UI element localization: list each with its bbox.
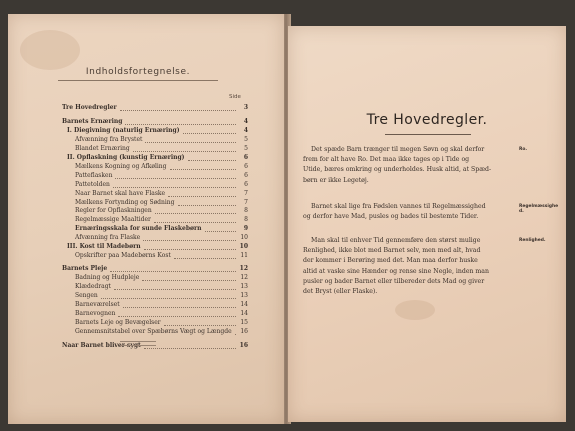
page-title: Tre Hovedregler. [366,112,488,128]
toc-entry-text: Mælkens Kogning og Afkøling [75,162,167,170]
paragraph-line: Utide, bæres omkring og underholdes. Husk altid, at Spæd- [303,166,492,174]
toc-entry [62,265,248,274]
toc-entry-page: 11 [240,252,248,260]
toc-leader-dots [113,187,236,188]
toc-entry-page: 13 [240,292,248,299]
toc-leader-dots [118,316,236,317]
toc-entry-text: I. Diegivning (naturlig Ernæring) [67,126,180,134]
toc-entry [62,342,248,351]
toc-entry [75,292,248,301]
paper-stain [20,30,80,70]
toc-leader-dots [174,258,236,259]
toc-leader-dots [164,325,236,326]
decorative-rule [120,341,156,342]
toc-entry-text: Naar Barnet skal have Flaske [75,189,166,197]
toc-entry-page: 16 [239,341,248,349]
toc-entry-text: Barneværelset [75,300,120,308]
toc-entry-page: 12 [239,265,248,273]
toc-entry-page: 6 [244,171,248,179]
toc-leader-dots [142,280,236,281]
paragraph-line: det Bryst (eller Flaske). [303,288,378,296]
toc-entry [75,310,248,319]
toc-leader-dots [101,298,236,299]
toc-entry [75,181,248,190]
paragraph-line: Man skal til enhver Tid gennemføre den størst mulige [311,237,481,244]
toc-entry-page: 8 [244,207,248,215]
toc-entry [67,243,248,252]
toc-leader-dots [144,348,236,349]
toc-entry [75,234,248,243]
toc-leader-dots [110,271,236,272]
rule-paragraph [303,236,513,297]
toc-entry-text: Mælkens Fortynding og Sødning [75,198,175,206]
rule-paragraph [303,145,513,186]
toc-entry-text: III. Kost til Madebørn [67,243,141,251]
toc-leader-dots [144,249,236,250]
toc-leader-dots [170,169,236,170]
toc-entry-page: 14 [240,309,248,317]
toc-leader-dots [205,231,236,232]
toc-entry-text: Barnevognen [75,309,116,317]
toc-entry-page: 13 [240,283,248,291]
toc-entry-text: Barnets Pleje [62,265,108,273]
toc-entry [75,319,248,328]
toc-entry [75,216,248,225]
toc-entry [75,207,248,216]
toc-entry [75,190,248,199]
paragraph-line: Renlighed, ikke blot med Barnet selv, men med alt, hvad [303,247,481,255]
paragraph-line: der kommer i Berøring med det. Man maa derfor huske [303,257,478,265]
toc-entry [75,172,248,181]
toc-leader-dots [183,133,236,134]
toc-entry [62,118,248,127]
toc-entry-text: Ernæringsskala for sunde Flaskebørn [75,225,202,233]
toc-entry-page: 7 [244,198,248,206]
toc-entry [75,145,248,154]
toc-entry-text: Patteflasken [75,171,113,179]
toc-entry-text: Barnets Leje og Bevægelser [75,318,161,326]
toc-entry-text: Tre Hovedregler [62,104,117,111]
toc-entry-text: Sengen [75,292,98,299]
toc-leader-dots [145,142,236,143]
paragraph-line: Barnet skal lige fra Fødslen vannes til Regelmæssighed [311,203,486,210]
toc-entry [75,199,248,208]
toc-entry-page: 4 [243,117,248,125]
toc-entry-page: 15 [240,318,248,326]
toc-entry-page: 12 [240,274,248,282]
toc-entry-page: 7 [244,189,248,197]
toc-entry-page: 8 [244,216,248,224]
toc-entry-text: Badning og Hudpleje [75,274,140,282]
toc-entry [75,136,248,145]
toc-entry-text: Afvænning fra Brystet [75,135,143,143]
title-rule [385,134,471,135]
toc-leader-dots [235,334,236,335]
toc-leader-dots [154,222,236,223]
paragraph-line: børn er ikke Legetøj. [303,176,369,184]
paragraph-line: altid at vaske sine Hænder og rense sine Negle, inden man [303,267,489,275]
toc-entry [75,328,248,337]
decorative-rule [120,345,156,346]
toc-entry [62,104,248,113]
toc-entry-page: 16 [240,327,248,335]
toc-entry-page: 3 [243,104,248,111]
toc-entry-text: II. Opflaskning (kunstig Ernæring) [67,153,185,161]
toc-entry [67,154,248,163]
toc-entry-page: 6 [244,180,248,188]
toc-entry-page: 10 [239,243,248,251]
toc-entry [75,225,248,234]
toc-entry [75,252,248,261]
margin-note: Ro. [519,147,528,152]
right-page [288,26,566,422]
toc-entry-text: Regler for Opflaskningen [75,207,152,215]
toc-entry [75,283,248,292]
toc-entry-text: Barnets Ernæring [62,117,123,125]
toc-title: Indholdsfortegnelse. [85,67,191,77]
toc-entry [75,163,248,172]
toc-title-rule [58,80,218,81]
toc-entry-page: 5 [244,144,248,152]
toc-leader-dots [155,213,236,214]
paragraph-line: Det spæde Barn trænger til megen Søvn og skal derfor [311,146,485,153]
toc-leader-dots [188,160,236,161]
paragraph-line: og derfor have Mad, pusles og bades til bestemte Tider. [303,213,479,221]
paragraph-line: frem for alt have Ro. Det maa ikke tages op i Tide og [303,156,470,164]
toc-entry-page: 9 [243,225,248,233]
rule-paragraph [303,202,513,222]
toc-leader-dots [120,110,236,111]
toc-entry-page: 6 [244,162,248,170]
toc-entry-text: Gennemsnitstabel over Spæbørns Vægt og Længde [75,327,232,335]
toc-leader-dots [114,289,236,290]
margin-note: Renlighed. [519,238,546,243]
toc-entry-text: Klædedragt [75,283,111,291]
toc-leader-dots [125,124,236,125]
toc-entry-page: 10 [240,234,248,242]
toc-leader-dots [178,205,236,206]
page-column-label: Side [229,94,241,100]
toc-leader-dots [123,307,236,308]
toc-entry [75,301,248,310]
toc-leader-dots [168,196,236,197]
toc-entry-text: Pattetolden [75,180,110,188]
toc-entry-page: 4 [243,126,248,134]
toc-entry-text: Regelmæssige Maaltider [75,216,151,224]
toc-leader-dots [133,151,236,152]
toc-entry-text: Naar Barnet bliver sygt [62,341,141,349]
paper-stain [395,300,435,320]
toc-entry [75,274,248,283]
toc-leader-dots [143,240,236,241]
toc-leader-dots [115,178,236,179]
paragraph-line: pusler og bader Barnet eller tilbereder dets Mad og giver [303,277,485,285]
margin-note: Regelmæssighed. [519,204,559,214]
toc-entry [67,127,248,136]
toc-entry-page: 5 [244,135,248,143]
toc-entry-text: Afvænning fra Flaske [75,234,141,242]
toc-entry-text: Opskrifter paa Madebørns Kost [75,252,171,260]
toc-entry-page: 14 [240,300,248,308]
toc-entry-text: Blandet Ernæring [75,144,130,152]
toc-entry-page: 6 [243,153,248,161]
